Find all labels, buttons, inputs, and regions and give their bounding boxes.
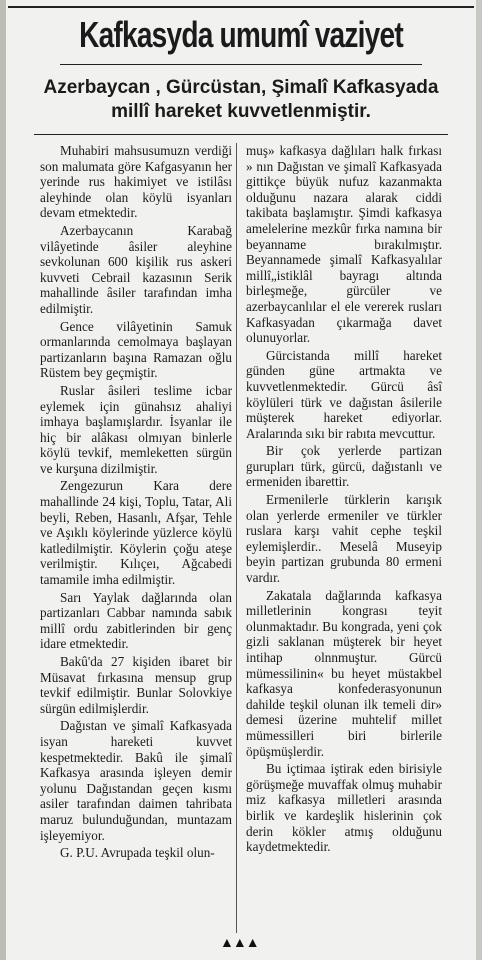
paragraph: Gürcistanda millî hareket günden güne artmakta ve kuvvetlenmektedir. Gürcü âsî köylüleri türk ve dağıstan âsilerile müşterek hareket ediyorlar. Aralarında sıkı bir rabıta mevcuttur.	[246, 347, 442, 441]
paragraph: Ermenilerle türklerin karışık olan yerlerde ermeniler ve türkler ruslara karşı vahit cephe teşkil eylemişlerdir.. Meselâ Museyip beyin partizan grubunda 80 ermeni vardır.	[246, 492, 442, 586]
paragraph: Bir çok yerlerde partizan gurupları türk, gürcü, dağıstanlı ve ermeniden ibarettir.	[246, 443, 442, 490]
paragraph: Bakû'da 27 kişiden ibaret bir Müsavat fırkasına mensup grup tevkif edilmiştir. Bunlar Solovkiye sürgün edilmişlerdir.	[40, 654, 232, 716]
left-column	[40, 143, 232, 863]
paragraph: Azerbaycanın Karabağ vilâyetinde âsiler aleyhine sevkolunan 600 kişilik rus askeri kuvveti Cebrail kazasının Serik mahallinde âsiler tarafından imha edilmiştir.	[40, 222, 232, 316]
column-divider	[236, 143, 237, 933]
paragraph: Gence vilâyetinin Samuk ormanlarında cemolmaya başlayan partizanların başına Ramazan oğlu Rüstem bey geçmiştir.	[40, 318, 232, 381]
paragraph: Ruslar âsileri teslime icbar eylemek için günahsız ahaliyi imhaya başlamışlardır. İsyanlar ile hiç bir alâkası olmıyan binlerle köylü tevkif, memleketten sürgün ve kurşuna dizilmiştir.	[40, 382, 232, 476]
paragraph: G. P.U. Avrupada teşkil olun-	[60, 845, 215, 861]
header-rule	[34, 134, 448, 135]
article-title: Kafkasyda umumî vaziyet	[79, 14, 403, 55]
paragraph: Muhabiri mahsusumuzn verdiği son malumata göre Kafgasyanın her yerinde rus hakimiyet ve istilâsı aleyhinde olan köylü isyanları devam etmektedir.	[40, 143, 232, 221]
paper-left-edge	[0, 0, 6, 960]
subtitle-line: Azerbaycan , Gürcüstan, Şimalî Kafkasyada	[43, 77, 439, 98]
paragraph: Sarı Yaylak dağlarında olan partizanları Cabbar namında sabık millî ordu zabitlerinden bir genç idare etmektedir.	[40, 589, 232, 652]
article-subtitle	[10, 76, 472, 124]
paragraph: Zakatala dağlarında kafkasya milletlerinin kongrası teyit olunmaktadır. Bu kongrada, yeni çok gizli saklanan müşterek bir heyet intihap olnnmuştur. Gürcü mümessilinin« bu heyet müstakbel kafkasya konfederasyonunun dahilde teşkil olunan ilk temeli dir» demesi üzerine muhtelif millet mümessilleri biri birlerile öpüşmüşlerdir.	[246, 587, 442, 759]
paper-right-edge	[476, 0, 482, 960]
subtitle-line: millî hareket kuvvetlenmiştir.	[111, 101, 371, 122]
right-column	[246, 143, 442, 857]
paragraph: Dağıstan ve şimalî Kafkasyada isyan hareketi kuvvet kespetmektedir. Bakû ile şimalî Kafkasya arasında işleyen demir yolunu Dağıstandan geçen kısmı asiler tarafından daimen tahribata maruz bulunduğundan, muntazam işleyemiyor.	[40, 718, 232, 843]
top-rule	[8, 6, 474, 8]
paragraph: Zengezurun Kara dere mahallinde 24 kişi, Toplu, Tatar, Ali beyli, Reben, Hasanlı, Afşar, Tehle ve Aşıklı köylerinde yüzlerce köylü katledilmiştir. Köylerin çoğu ateşe verilmiştir. Kılıçeı, Ağcabedi tamamile imha edilmiştir.	[40, 478, 232, 588]
paragraph-continuation: muş» kafkasya dağlıları halk fırkası » nın Dağıstan ve şimalî Kafkasyada gittikçe büyük nufuz kazanmakta olduğunu nazara alarak ciddi takibata başlamıştır. Şimdi kafkasya amelelerine mezkûr fırka namına bir beyanname bırakılmıştır. Beyannamede şimalî Kafkasyalılar millî„istiklâl bayragı altında birleşmeğe, gürcüler ve azerbaycanlılar el ele vererek rusları Kafkasyadan çıkarmağa davet olunuyorlar.	[246, 143, 442, 346]
end-ornament: ▲▲▲	[220, 936, 259, 951]
paragraph: Bu içtimaa iştirak eden birisiyle görüşmeğe muvaffak olmuş muhabir miz kafkasya milletleri arasında birlik ve kardeşlik hislerinin çok derin kökler atmış olduğunu kaydetmektedir.	[246, 761, 442, 855]
title-underline	[60, 64, 422, 65]
